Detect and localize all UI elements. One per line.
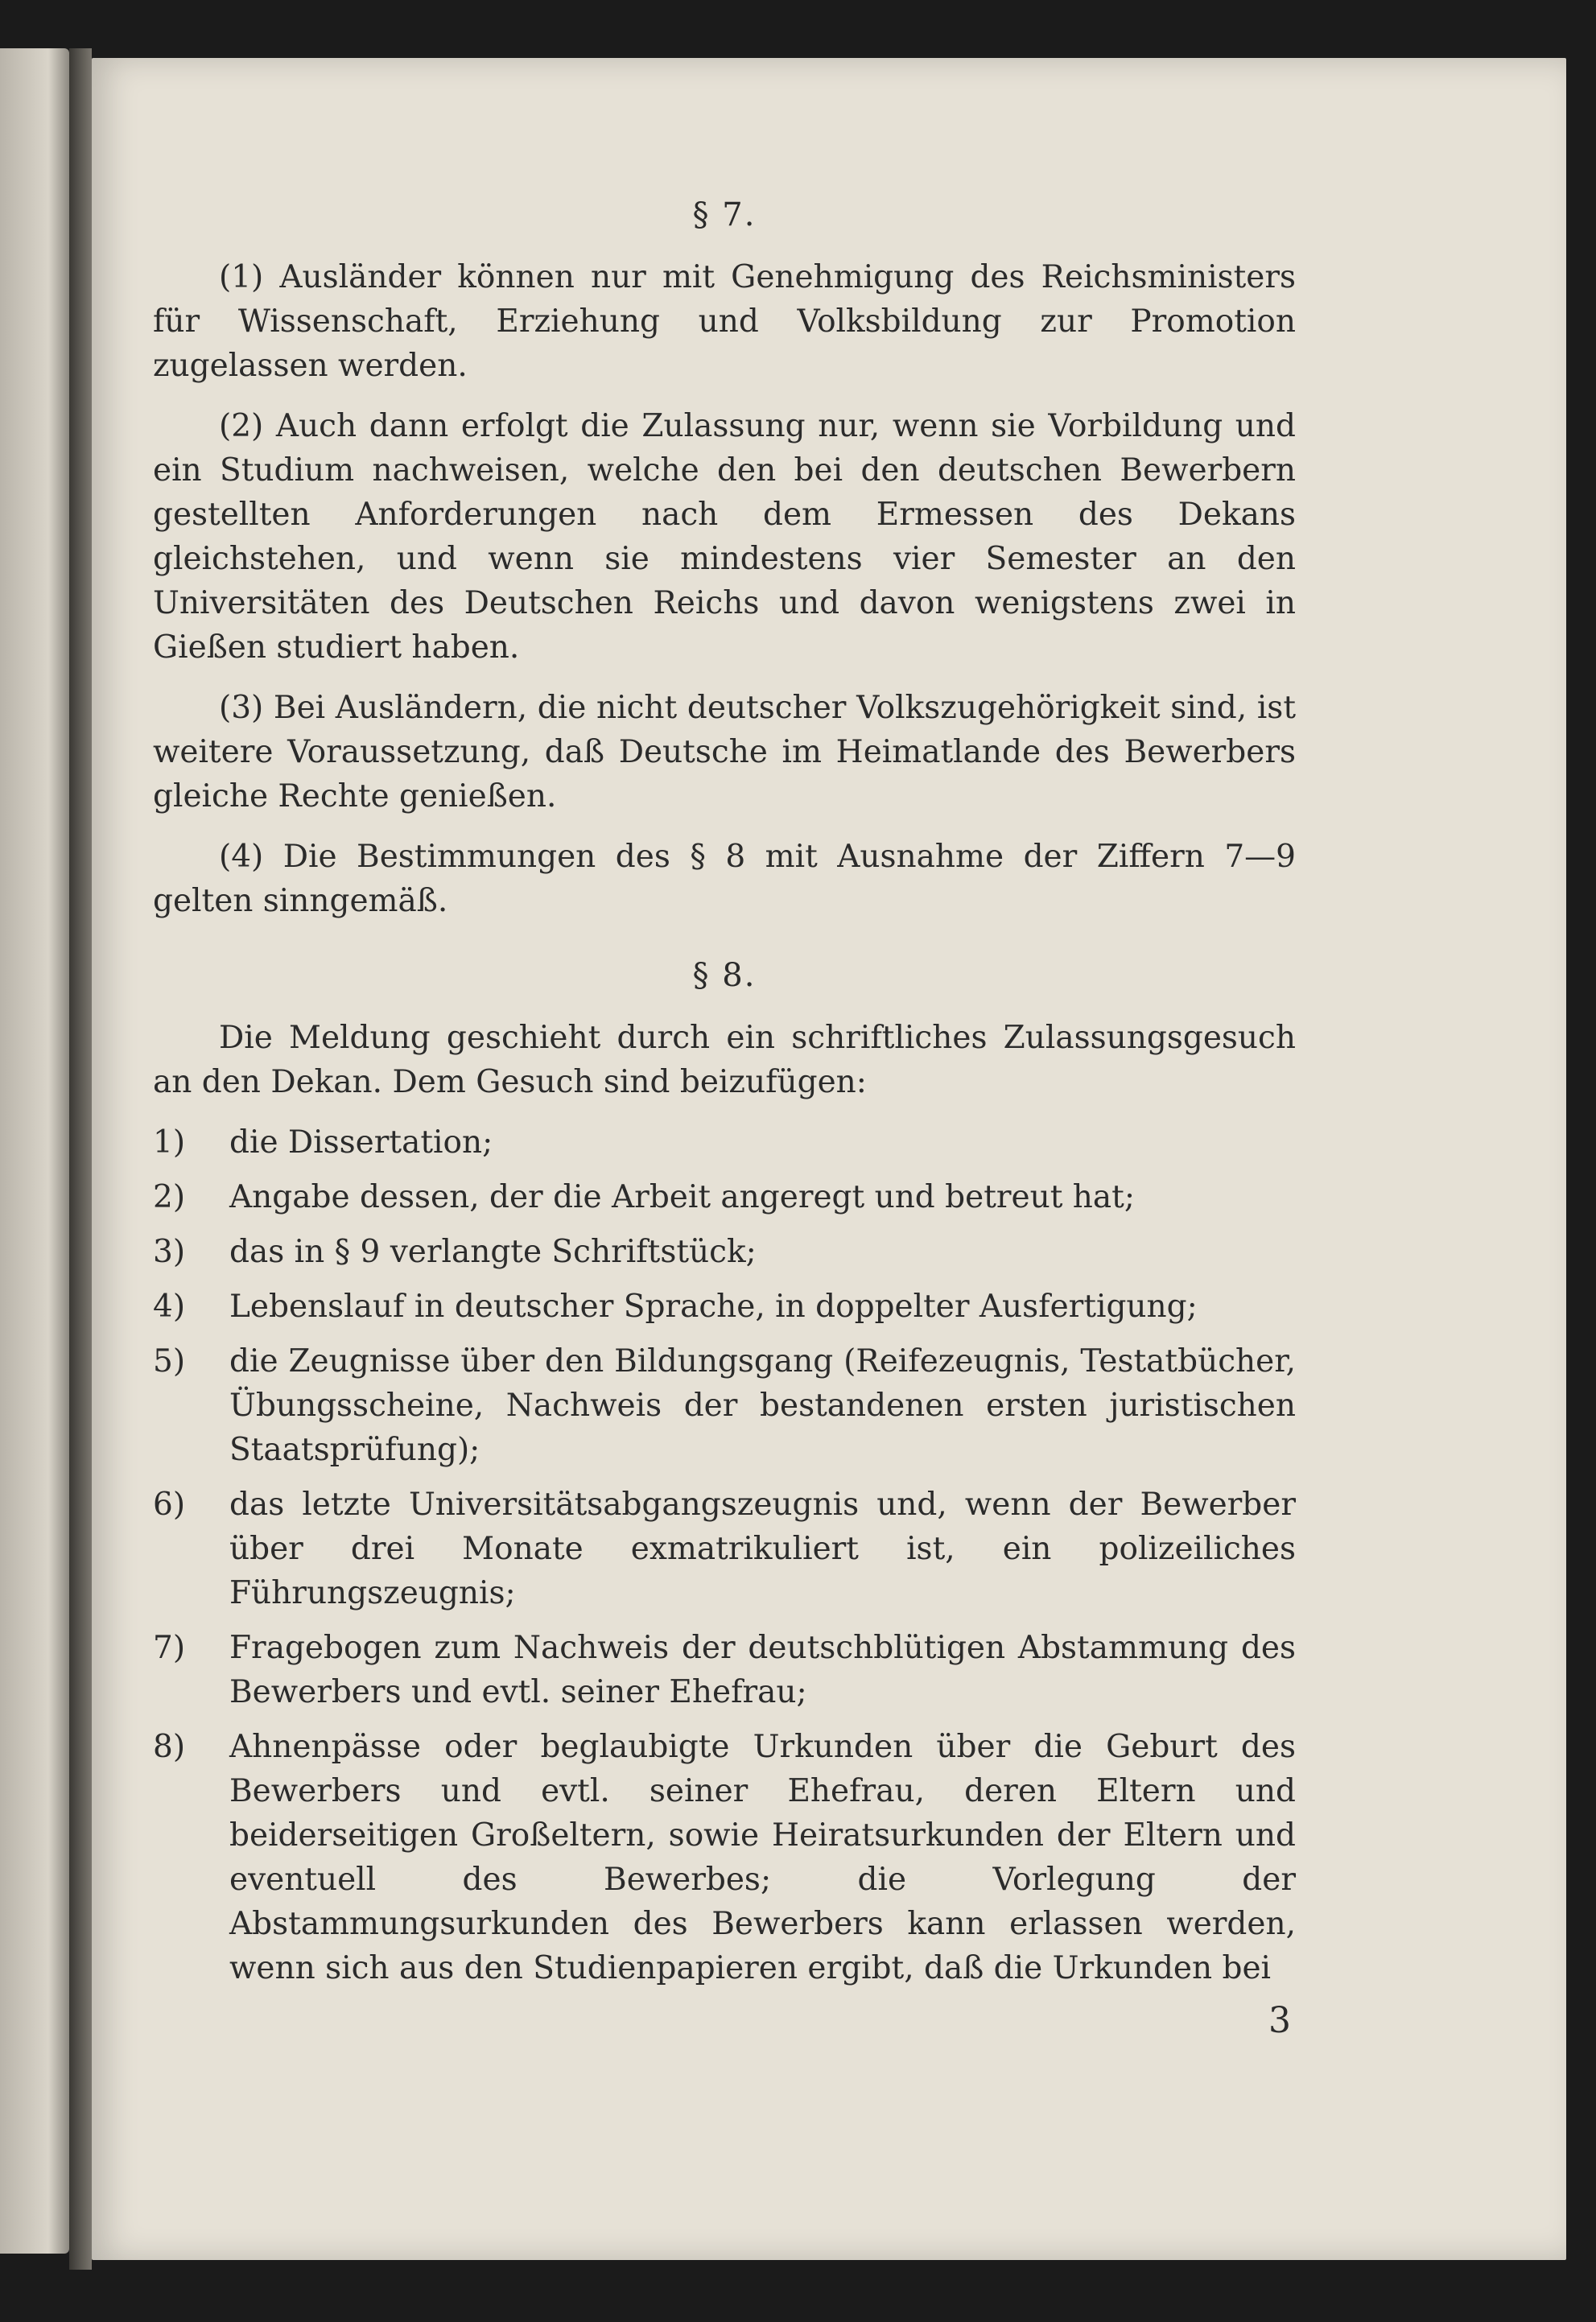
list-item-number: 6) bbox=[153, 1487, 186, 1523]
list-item-number: 3) bbox=[153, 1234, 186, 1270]
section-heading-7: § 7. bbox=[692, 196, 757, 233]
section-heading-8: § 8. bbox=[692, 957, 757, 994]
list-item-number: 1) bbox=[153, 1124, 186, 1161]
list-item-number: 4) bbox=[153, 1289, 186, 1325]
list-item-text: die Dissertation; bbox=[229, 1124, 493, 1161]
requirements-list bbox=[153, 1120, 1296, 1990]
list-item bbox=[153, 1339, 1296, 1472]
list-item-text: das in § 9 verlangte Schriftstück; bbox=[229, 1234, 757, 1270]
list-item-number: 2) bbox=[153, 1179, 186, 1215]
list-item-number: 7) bbox=[153, 1630, 186, 1666]
list-item-text: Lebenslauf in deutscher Sprache, in doppelter Ausfertigung; bbox=[229, 1289, 1198, 1325]
previous-page-edge bbox=[0, 48, 69, 2254]
list-item bbox=[153, 1626, 1296, 1714]
list-item-text: die Zeugnisse über den Bildungsgang (Reifezeugnis, Testatbücher, Übungsscheine, Nachweis der bestandenen ersten juristischen Staatsprüfung); bbox=[229, 1343, 1296, 1468]
page-number: 3 bbox=[1268, 2000, 1291, 2041]
list-item bbox=[153, 1483, 1296, 1615]
list-item bbox=[153, 1175, 1296, 1219]
list-item-text: Fragebogen zum Nachweis der deutschblütigen Abstammung des Bewerbers und evtl. seiner Ehefrau; bbox=[229, 1630, 1296, 1710]
list-item-text: Angabe dessen, der die Arbeit angeregt und betreut hat; bbox=[229, 1179, 1135, 1215]
section7-paragraph-1: (1) Ausländer können nur mit Genehmigung des Reichsministers für Wissenschaft, Erziehung und Volksbildung zur Promotion zugelassen werden. bbox=[153, 259, 1296, 384]
page-text bbox=[153, 193, 1296, 2001]
list-item bbox=[153, 1725, 1296, 1990]
list-item-number: 5) bbox=[153, 1343, 186, 1380]
section7-paragraph-4: (4) Die Bestimmungen des § 8 mit Ausnahme der Ziffern 7—9 gelten sinngemäß. bbox=[153, 839, 1296, 919]
list-item bbox=[153, 1120, 1296, 1165]
list-item-text: das letzte Universitätsabgangszeugnis und, wenn der Bewerber über drei Monate exmatrikuliert ist, ein polizeiliches Führungszeugnis; bbox=[229, 1487, 1296, 1611]
list-item-text: Ahnenpässe oder beglaubigte Urkunden über die Geburt des Bewerbers und evtl. seiner Ehefrau, deren Eltern und beiderseitigen Großeltern, sowie Heiratsurkunden der Eltern und eventuell des Bewerbes; die Vorlegung der Abstammungsurkunden des Bewerbers kann erlassen werden, wenn sich aus den Studienpapieren ergibt, daß die Urkunden bei bbox=[229, 1729, 1296, 1986]
list-item bbox=[153, 1285, 1296, 1329]
list-item-number: 8) bbox=[153, 1729, 186, 1765]
book-gutter bbox=[69, 48, 92, 2270]
section7-paragraph-2: (2) Auch dann erfolgt die Zulassung nur, wenn sie Vorbildung und ein Studium nachweisen, welche den bei den deutschen Bewerbern gestellten Anforderungen nach dem Ermessen des Dekans gleichstehen, und wenn sie mindestens vier Semester an den Universitäten des Deutschen Reichs und davon wenigstens zwei in Gießen studiert haben. bbox=[153, 408, 1296, 666]
section7-paragraph-3: (3) Bei Ausländern, die nicht deutscher Volkszugehörigkeit sind, ist weitere Voraussetzung, daß Deutsche im Heimatlande des Bewerbers gleiche Rechte genießen. bbox=[153, 690, 1296, 815]
list-item bbox=[153, 1230, 1296, 1274]
section8-intro: Die Meldung geschieht durch ein schriftliches Zulassungsgesuch an den Dekan. Dem Gesuch sind beizufügen: bbox=[153, 1020, 1296, 1100]
